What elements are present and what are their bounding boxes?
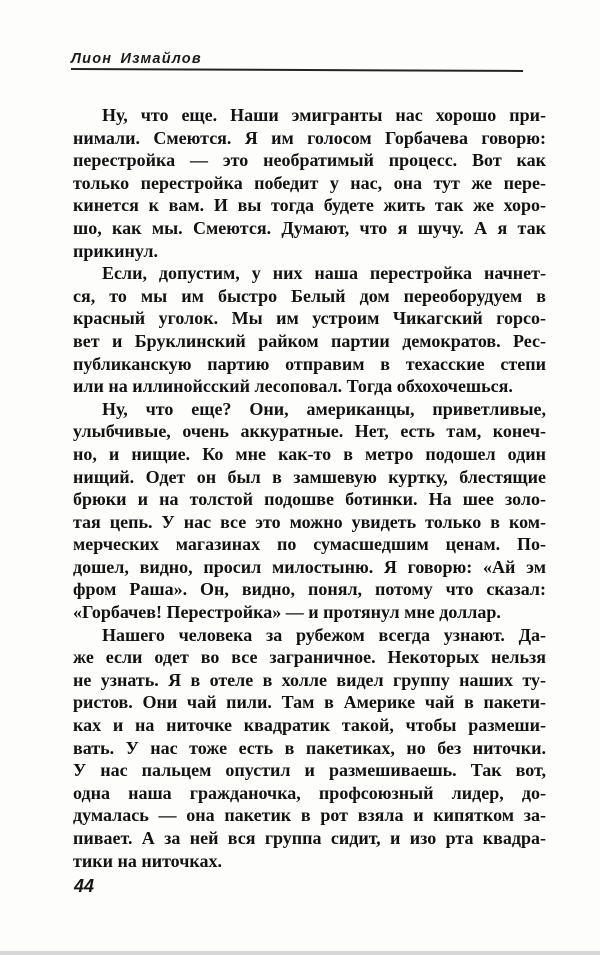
text-line-p2-l1: Если, допустим, у них наша перестройка начнет-	[102, 263, 546, 284]
text-line-p4-l3: не узнать. Я в отеле в холле видел группу наших ту-	[73, 669, 546, 690]
page-number: 44	[74, 876, 95, 896]
text-line-p2-l3: красный уголок. Мы им устроим Чикагский горсо-	[73, 308, 546, 329]
text-line-p1-l2: нимали. Смеются. Я им голосом Горбачева говорю:	[73, 127, 546, 148]
text-line-p1-l7: прикинул.	[73, 240, 159, 261]
text-line-p3-l9: фром Раша». Он, видно, понял, потому что сказал:	[73, 579, 546, 600]
text-line-p4-l8: одна наша гражданочка, профсоюзный лидер, до-	[73, 782, 546, 803]
text-line-p3-l7: мерческих магазинах по сумасшедшим ценам. По-	[73, 534, 546, 555]
text-line-p4-l2: же если одет во все заграничное. Некоторых нельзя	[73, 647, 546, 668]
text-line-p4-l5: ках и на ниточке квадратик такой, чтобы размеши-	[73, 715, 546, 736]
running-header-author: Лион Измайлов	[71, 51, 202, 67]
text-line-p3-l5: брюки и на толстой подошве ботинки. На шее золо-	[73, 489, 546, 510]
text-line-p2-l5: публиканскую партию отправим в техасские степи	[73, 353, 546, 374]
text-line-p1-l4: только перестройка победит у нас, она тут же пере-	[73, 172, 546, 193]
body-text	[73, 104, 546, 872]
text-line-p2-l6: или на иллинойсский лесоповал. Тогда обхохочешься.	[73, 376, 513, 397]
text-line-p1-l5: кинется к вам. И вы тогда будете жить так же хоро-	[73, 195, 546, 216]
text-line-p1-l6: шо, как мы. Смеются. Думают, что я шучу. А я так	[73, 217, 546, 238]
text-line-p1-l1: Ну, что еще. Наши эмигранты нас хорошо при-	[102, 105, 546, 125]
text-line-p3-l6: тая цепь. У нас все это можно увидеть только в ком-	[73, 511, 546, 532]
running-header	[71, 51, 526, 67]
header-rule	[71, 68, 523, 72]
text-line-p2-l4: вет и Бруклинский райком партии демократов. Рес-	[73, 330, 546, 351]
text-line-p4-l1: Нашего человека за рубежом всегда узнают. Да-	[102, 624, 546, 645]
text-line-p3-l8: дошел, видно, просил милостыню. Я говорю: «Ай эм	[73, 556, 546, 577]
text-line-p3-l4: нищий. Одет он был в замшевую куртку, блестящие	[73, 466, 546, 487]
text-line-p4-l9: думалась — она пакетик в рот взяла и кипятком за-	[73, 805, 546, 826]
text-line-p4-l11: тики на ниточках.	[73, 850, 222, 871]
text-line-p4-l7: У нас пальцем опустил и размешиваешь. Так вот,	[73, 760, 546, 781]
scan-edge-shadow	[0, 951, 600, 955]
text-line-p4-l10: пивает. А за ней вся группа сидит, и изо рта квадра-	[73, 828, 546, 848]
text-line-p4-l6: вать. У нас тоже есть в пакетиках, но без ниточки.	[73, 737, 546, 758]
text-line-p3-l3: но, и нищие. Ко мне как-то в метро подошел один	[73, 443, 546, 464]
text-line-p3-l2: улыбчивые, очень аккуратные. Нет, есть там, конеч-	[73, 421, 546, 442]
text-line-p4-l4: ристов. Они чай пили. Там в Америке чай в пакети-	[73, 692, 546, 713]
text-line-p3-l10: «Горбачев! Перестройка» — и протянул мне доллар.	[73, 602, 501, 623]
text-line-p3-l1: Ну, что еще? Они, американцы, приветливые,	[102, 398, 546, 419]
text-line-p1-l3: перестройка — это необратимый процесс. Вот как	[73, 150, 546, 171]
text-line-p2-l2: ся, то мы им быстро Белый дом переоборудуем в	[73, 285, 546, 306]
